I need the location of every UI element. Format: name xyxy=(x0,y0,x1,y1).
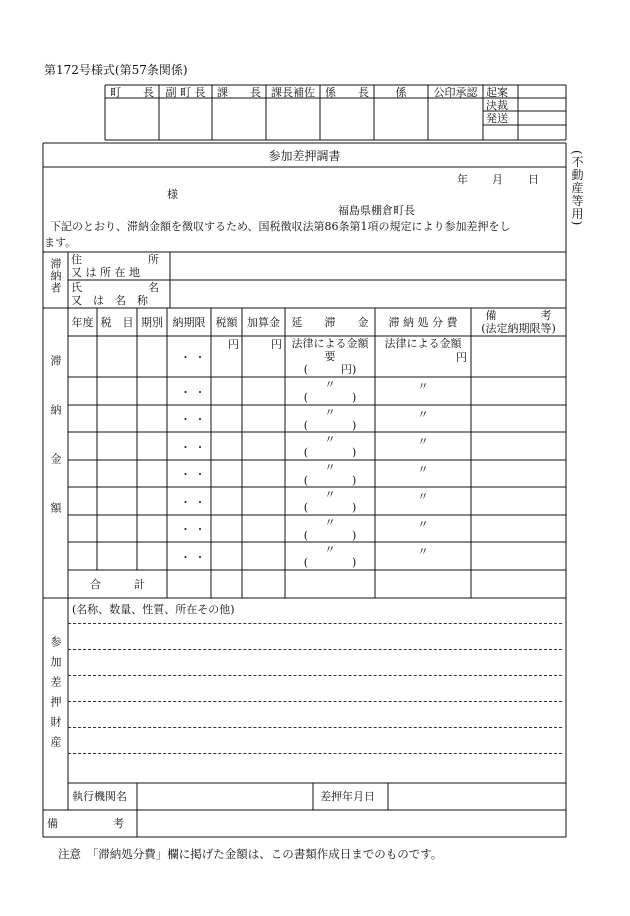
due-date-dots: ・ ・ xyxy=(180,523,206,536)
ditto-mark: 〃 xyxy=(324,461,336,474)
approval-header-deputy-mayor: 副 町 長 xyxy=(165,86,206,99)
paren-blank: ( ) xyxy=(303,446,357,459)
property-line xyxy=(68,753,562,754)
date-month-label: 月 xyxy=(492,173,503,186)
due-date-dots: ・ ・ xyxy=(180,351,206,364)
col-header-surcharge: 加算金 xyxy=(247,316,280,329)
approval-header-unit-chief: 係 長 xyxy=(325,86,369,99)
property-line xyxy=(68,675,562,676)
ditto-mark: 〃 xyxy=(324,516,336,529)
delay-required: 要 xyxy=(324,350,336,363)
ditto-mark: 〃 xyxy=(324,406,336,419)
intro-text-line1: 下記のとおり、滞納金額を徴収するため、国税徴収法第86条第1項の規定により参加差押をし xyxy=(50,220,511,233)
ditto-mark: 〃 xyxy=(417,435,429,448)
col-header-due-date: 納期限 xyxy=(172,316,206,329)
total-label: 合 計 xyxy=(90,578,145,591)
approval-header-section-chief: 課 長 xyxy=(217,86,261,99)
ditto-mark: 〃 xyxy=(417,380,429,393)
paren-blank: ( ) xyxy=(303,391,357,404)
due-date-dots: ・ ・ xyxy=(180,386,206,399)
address-label-1: 住 所 xyxy=(71,253,159,266)
paren-blank: ( ) xyxy=(303,556,357,569)
property-line xyxy=(68,701,562,702)
paren-blank: ( ) xyxy=(303,474,357,487)
date-year-label: 年 xyxy=(457,173,468,186)
document-title: 参加差押調書 xyxy=(268,149,341,163)
approval-label-dispatch: 発送 xyxy=(486,112,508,125)
col-header-year: 年度 xyxy=(71,316,94,329)
delinquent-section-label: 滞納者 xyxy=(49,258,62,294)
side-note: (不動産等用) xyxy=(570,150,584,227)
property-line xyxy=(68,623,562,624)
address-label-2: 又 は 所 在 地 xyxy=(71,266,140,279)
intro-text-line2: ます。 xyxy=(44,236,77,249)
ditto-mark: 〃 xyxy=(417,463,429,476)
seizure-date-label: 差押年月日 xyxy=(320,790,375,803)
property-hint: (名称、数量、性質、所在その他) xyxy=(72,603,235,616)
col-header-remarks: 備 考 xyxy=(485,309,552,322)
yen-unit: 円 xyxy=(456,351,467,364)
footer-note: 注意 「滞納処分費」欄に掲げた金額は、この書類作成日までのものです。 xyxy=(58,847,443,861)
yen-unit: 円 xyxy=(271,338,282,351)
ditto-mark: 〃 xyxy=(324,378,336,391)
remarks-label: 備 考 xyxy=(47,817,124,830)
approval-header-staff: 係 xyxy=(395,86,407,99)
due-date-dots: ・ ・ xyxy=(180,551,206,564)
ditto-mark: 〃 xyxy=(417,408,429,421)
col-header-disposal-fee: 滞 納 処 分 費 xyxy=(388,316,458,329)
due-date-dots: ・ ・ xyxy=(180,496,206,509)
name-label-2: 又 は 名 称 xyxy=(71,294,148,307)
name-label-1: 氏 名 xyxy=(71,281,159,294)
ditto-mark: 〃 xyxy=(324,543,336,556)
col-header-tax-item: 税 目 xyxy=(100,316,134,329)
col-header-period: 期別 xyxy=(141,316,163,329)
ditto-mark: 〃 xyxy=(324,488,336,501)
date-day-label: 日 xyxy=(528,173,539,186)
approval-label-draft: 起案 xyxy=(486,86,508,99)
ditto-mark: 〃 xyxy=(324,433,336,446)
approval-header-mayor: 町 長 xyxy=(110,86,154,99)
executing-agency-label: 執行機関名 xyxy=(72,790,127,803)
col-header-delay-charge: 延 滞 金 xyxy=(291,316,369,329)
issuer-name: 福島県棚倉町長 xyxy=(338,204,415,217)
due-date-dots: ・ ・ xyxy=(180,413,206,426)
property-line xyxy=(68,727,562,728)
approval-header-assistant-chief: 課長補佐 xyxy=(271,86,315,99)
ditto-mark: 〃 xyxy=(417,490,429,503)
col-header-tax-amount: 税額 xyxy=(215,316,238,329)
delay-yen-paren: ( 円) xyxy=(303,363,357,376)
due-date-dots: ・ ・ xyxy=(180,468,206,481)
paren-blank: ( ) xyxy=(303,529,357,542)
approval-label-decision: 決裁 xyxy=(486,99,508,112)
form-number: 第172号様式(第57条関係) xyxy=(44,63,188,77)
ditto-mark: 〃 xyxy=(417,545,429,558)
paren-blank: ( ) xyxy=(303,419,357,432)
yen-unit: 円 xyxy=(228,338,239,351)
col-header-remarks-sub: (法定納期限等) xyxy=(481,322,556,335)
addressee-suffix: 様 xyxy=(167,188,178,201)
property-line xyxy=(68,649,562,650)
ditto-mark: 〃 xyxy=(417,518,429,531)
amounts-section-label: 滞納金額 xyxy=(49,355,62,551)
paren-blank: ( ) xyxy=(303,501,357,514)
property-section-label: 参加差押財産 xyxy=(49,636,62,756)
approval-header-seal: 公印承認 xyxy=(433,86,478,99)
delay-legal-amount: 法律による金額 xyxy=(291,337,369,350)
due-date-dots: ・ ・ xyxy=(180,441,206,454)
fee-legal-amount: 法律による金額 xyxy=(384,337,462,350)
